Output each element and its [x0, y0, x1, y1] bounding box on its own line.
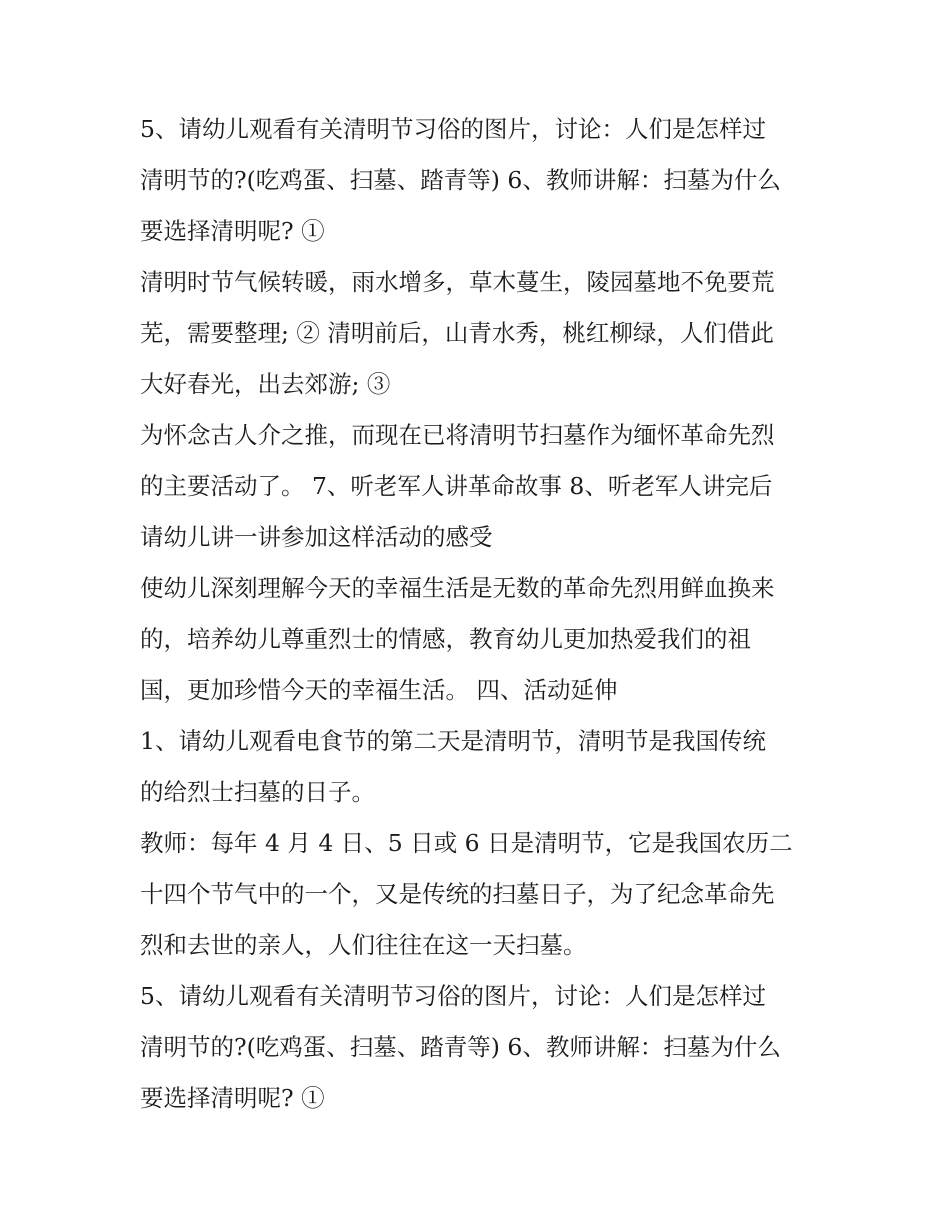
text-line: 要选择清明呢? ①: [140, 1084, 325, 1112]
paragraph-6: [140, 818, 820, 971]
text-line: 使幼儿深刻理解今天的幸福生活是无数的革命先烈用鲜血换来: [140, 574, 775, 602]
text-line: 芜，需要整理; ② 清明前后，山青水秀，桃红柳绿，人们借此: [140, 319, 774, 347]
paragraph-1: [140, 104, 820, 257]
text-line: 的，培养幼儿尊重烈士的情感，教育幼儿更加热爱我们的祖: [140, 625, 751, 653]
text-line: 要选择清明呢? ①: [140, 217, 325, 245]
text-line: 十四个节气中的一个，又是传统的扫墓日子，为了纪念革命先: [140, 880, 775, 908]
text-line: 大好春光，出去郊游; ③: [140, 370, 391, 398]
text-line: 1、请幼儿观看电食节的第二天是清明节，清明节是我国传统: [140, 727, 766, 755]
paragraph-4: [140, 563, 820, 716]
text-line: 的给烈士扫墓的日子。: [140, 778, 375, 806]
text-line: 5、请幼儿观看有关清明节习俗的图片，讨论：人们是怎样过: [140, 982, 766, 1010]
text-line: 国，更加珍惜今天的幸福生活。 四、活动延伸: [140, 676, 618, 704]
paragraph-3: [140, 410, 820, 563]
text-line: 请幼儿讲一讲参加这样活动的感受: [140, 523, 493, 551]
text-line: 清明时节气候转暖，雨水增多，草木蔓生，陵园墓地不免要荒: [140, 268, 775, 296]
paragraph-7: [140, 971, 820, 1124]
text-line: 教师：每年 4 月 4 日、5 日或 6 日是清明节，它是我国农历二: [140, 829, 793, 857]
text-line: 为怀念古人介之推，而现在已将清明节扫墓作为缅怀革命先烈: [140, 421, 775, 449]
document-body: [140, 104, 820, 1124]
text-line: 的主要活动了。 7、听老军人讲革命故事 8、听老军人讲完后: [140, 472, 773, 500]
text-line: 清明节的?(吃鸡蛋、扫墓、踏青等) 6、教师讲解：扫墓为什么: [140, 1033, 781, 1061]
text-line: 5、请幼儿观看有关清明节习俗的图片，讨论：人们是怎样过: [140, 115, 766, 143]
text-line: 烈和去世的亲人，人们往往在这一天扫墓。: [140, 931, 587, 959]
paragraph-5: [140, 716, 820, 818]
paragraph-2: [140, 257, 820, 410]
text-line: 清明节的?(吃鸡蛋、扫墓、踏青等) 6、教师讲解：扫墓为什么: [140, 166, 781, 194]
